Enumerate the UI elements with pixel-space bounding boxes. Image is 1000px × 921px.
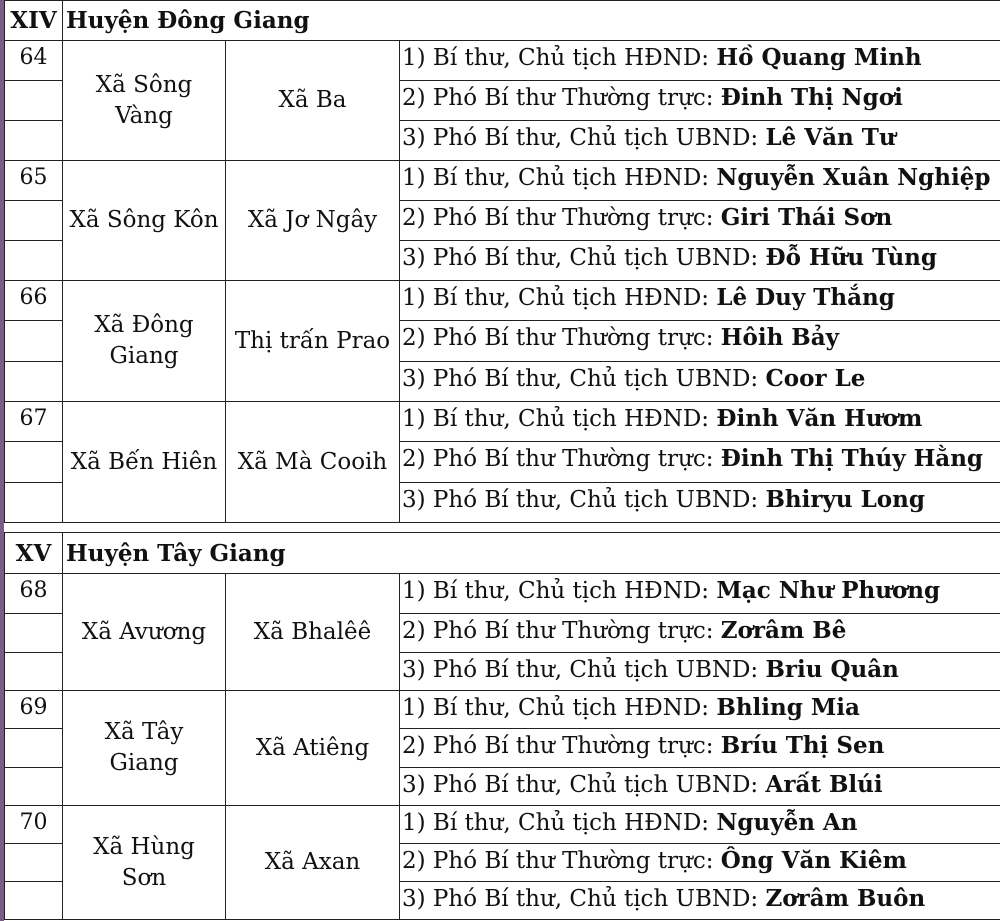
role-title: 1) Bí thư, Chủ tịch HĐND: (402, 165, 717, 191)
row-number-blank (5, 844, 63, 882)
role-title: 2) Phó Bí thư Thường trực: (402, 446, 721, 472)
row-number: 67 (5, 402, 63, 442)
table-body (5, 1, 1000, 920)
old-commune-name: Xã Avương (63, 574, 226, 691)
role-title: 3) Phó Bí thư, Chủ tịch UBND: (402, 772, 766, 798)
person-name: Coor Le (765, 365, 866, 392)
person-name: Zơrâm Buôn (765, 885, 926, 912)
role-title: 3) Phó Bí thư, Chủ tịch UBND: (402, 366, 766, 392)
role-cell (400, 121, 1000, 161)
role-title: 2) Phó Bí thư Thường trực: (402, 733, 721, 759)
section-header-row (5, 533, 1000, 574)
person-name: Đỗ Hữu Tùng (765, 244, 937, 271)
section-title: Huyện Tây Giang (63, 533, 1000, 574)
person-name: Lê Duy Thắng (716, 284, 895, 311)
role-cell (400, 201, 1000, 241)
row-number-blank (5, 729, 63, 768)
table-row (5, 161, 1000, 201)
table-row (5, 691, 1000, 729)
new-commune-name: Xã Atiêng (226, 691, 400, 806)
section-gap (5, 523, 1000, 533)
person-name: Ông Văn Kiêm (720, 847, 907, 874)
role-title: 3) Phó Bí thư, Chủ tịch UBND: (402, 125, 766, 151)
new-commune-name: Xã Bhalêê (226, 574, 400, 691)
row-number-blank (5, 241, 63, 281)
role-cell (400, 321, 1000, 362)
old-commune-name: Xã Hùng Sơn (63, 806, 226, 920)
person-name: Briu Quân (765, 656, 899, 683)
role-title: 1) Bí thư, Chủ tịch HĐND: (402, 285, 717, 311)
role-title: 3) Phó Bí thư, Chủ tịch UBND: (402, 886, 766, 912)
role-cell (400, 768, 1000, 806)
role-title: 1) Bí thư, Chủ tịch HĐND: (402, 45, 717, 71)
old-commune-name: Xã Tây Giang (63, 691, 226, 806)
new-commune-name: Xã Jơ Ngây (226, 161, 400, 281)
row-number-blank (5, 483, 63, 523)
row-number-blank (5, 882, 63, 920)
row-number: 64 (5, 41, 63, 81)
person-name: Bhiryu Long (765, 486, 925, 513)
row-number-blank (5, 442, 63, 483)
row-number-blank (5, 121, 63, 161)
section-title: Huyện Đông Giang (63, 1, 1000, 41)
role-title: 1) Bí thư, Chủ tịch HĐND: (402, 810, 717, 836)
table-row (5, 402, 1000, 442)
row-number: 70 (5, 806, 63, 844)
role-cell (400, 241, 1000, 281)
role-title: 2) Phó Bí thư Thường trực: (402, 85, 721, 111)
table-row (5, 41, 1000, 81)
table-row (5, 574, 1000, 614)
row-number-blank (5, 321, 63, 362)
role-cell (400, 691, 1000, 729)
row-number: 69 (5, 691, 63, 729)
role-title: 3) Phó Bí thư, Chủ tịch UBND: (402, 245, 766, 271)
section-header-row (5, 1, 1000, 41)
role-cell (400, 281, 1000, 321)
old-commune-name: Xã Sông Kôn (63, 161, 226, 281)
row-number-blank (5, 201, 63, 241)
row-number-blank (5, 81, 63, 121)
section-number: XV (5, 533, 63, 574)
row-number-blank (5, 653, 63, 691)
person-name: Mạc Như Phương (716, 577, 941, 604)
row-number: 66 (5, 281, 63, 321)
person-name: Bhling Mia (716, 694, 860, 721)
row-number-blank (5, 614, 63, 653)
old-commune-name: Xã Đông Giang (63, 281, 226, 402)
role-title: 3) Phó Bí thư, Chủ tịch UBND: (402, 487, 766, 513)
role-title: 3) Phó Bí thư, Chủ tịch UBND: (402, 657, 766, 683)
role-cell (400, 653, 1000, 691)
person-name: Đinh Thị Thúy Hằng (720, 445, 984, 472)
role-cell (400, 729, 1000, 768)
person-name: Nguyễn Xuân Nghiệp (716, 164, 991, 191)
role-title: 2) Phó Bí thư Thường trực: (402, 618, 721, 644)
person-name: Lê Văn Tư (765, 124, 896, 151)
old-commune-name: Xã Sông Vàng (63, 41, 226, 161)
person-name: Arất Blúi (765, 771, 883, 798)
role-cell (400, 362, 1000, 402)
new-commune-name: Xã Axan (226, 806, 400, 920)
role-cell (400, 161, 1000, 201)
role-title: 1) Bí thư, Chủ tịch HĐND: (402, 695, 717, 721)
person-name: Zơrâm Bê (720, 617, 847, 644)
role-cell (400, 483, 1000, 523)
person-name: Đinh Văn Hươm (716, 405, 923, 432)
role-cell (400, 614, 1000, 653)
person-name: Giri Thái Sơn (720, 204, 893, 231)
table-row (5, 281, 1000, 321)
role-cell (400, 41, 1000, 81)
new-commune-name: Xã Ba (226, 41, 400, 161)
old-commune-name: Xã Bến Hiên (63, 402, 226, 523)
role-title: 1) Bí thư, Chủ tịch HĐND: (402, 406, 717, 432)
row-number-blank (5, 768, 63, 806)
role-title: 2) Phó Bí thư Thường trực: (402, 325, 721, 351)
section-number: XIV (5, 1, 63, 41)
new-commune-name: Xã Mà Cooih (226, 402, 400, 523)
role-cell (400, 442, 1000, 483)
row-number-blank (5, 362, 63, 402)
table-row (5, 806, 1000, 844)
role-cell (400, 844, 1000, 882)
person-name: Bríu Thị Sen (720, 732, 885, 759)
role-cell (400, 81, 1000, 121)
commune-leadership-table (4, 0, 1000, 920)
role-title: 2) Phó Bí thư Thường trực: (402, 205, 721, 231)
role-cell (400, 574, 1000, 614)
person-name: Nguyễn An (716, 809, 858, 836)
person-name: Đinh Thị Ngơi (720, 84, 903, 111)
role-cell (400, 806, 1000, 844)
new-commune-name: Thị trấn Prao (226, 281, 400, 402)
row-number: 68 (5, 574, 63, 614)
role-title: 1) Bí thư, Chủ tịch HĐND: (402, 578, 717, 604)
row-number: 65 (5, 161, 63, 201)
role-cell (400, 402, 1000, 442)
person-name: Hôih Bảy (720, 324, 840, 351)
role-cell (400, 882, 1000, 920)
role-title: 2) Phó Bí thư Thường trực: (402, 848, 721, 874)
person-name: Hồ Quang Minh (716, 44, 922, 71)
